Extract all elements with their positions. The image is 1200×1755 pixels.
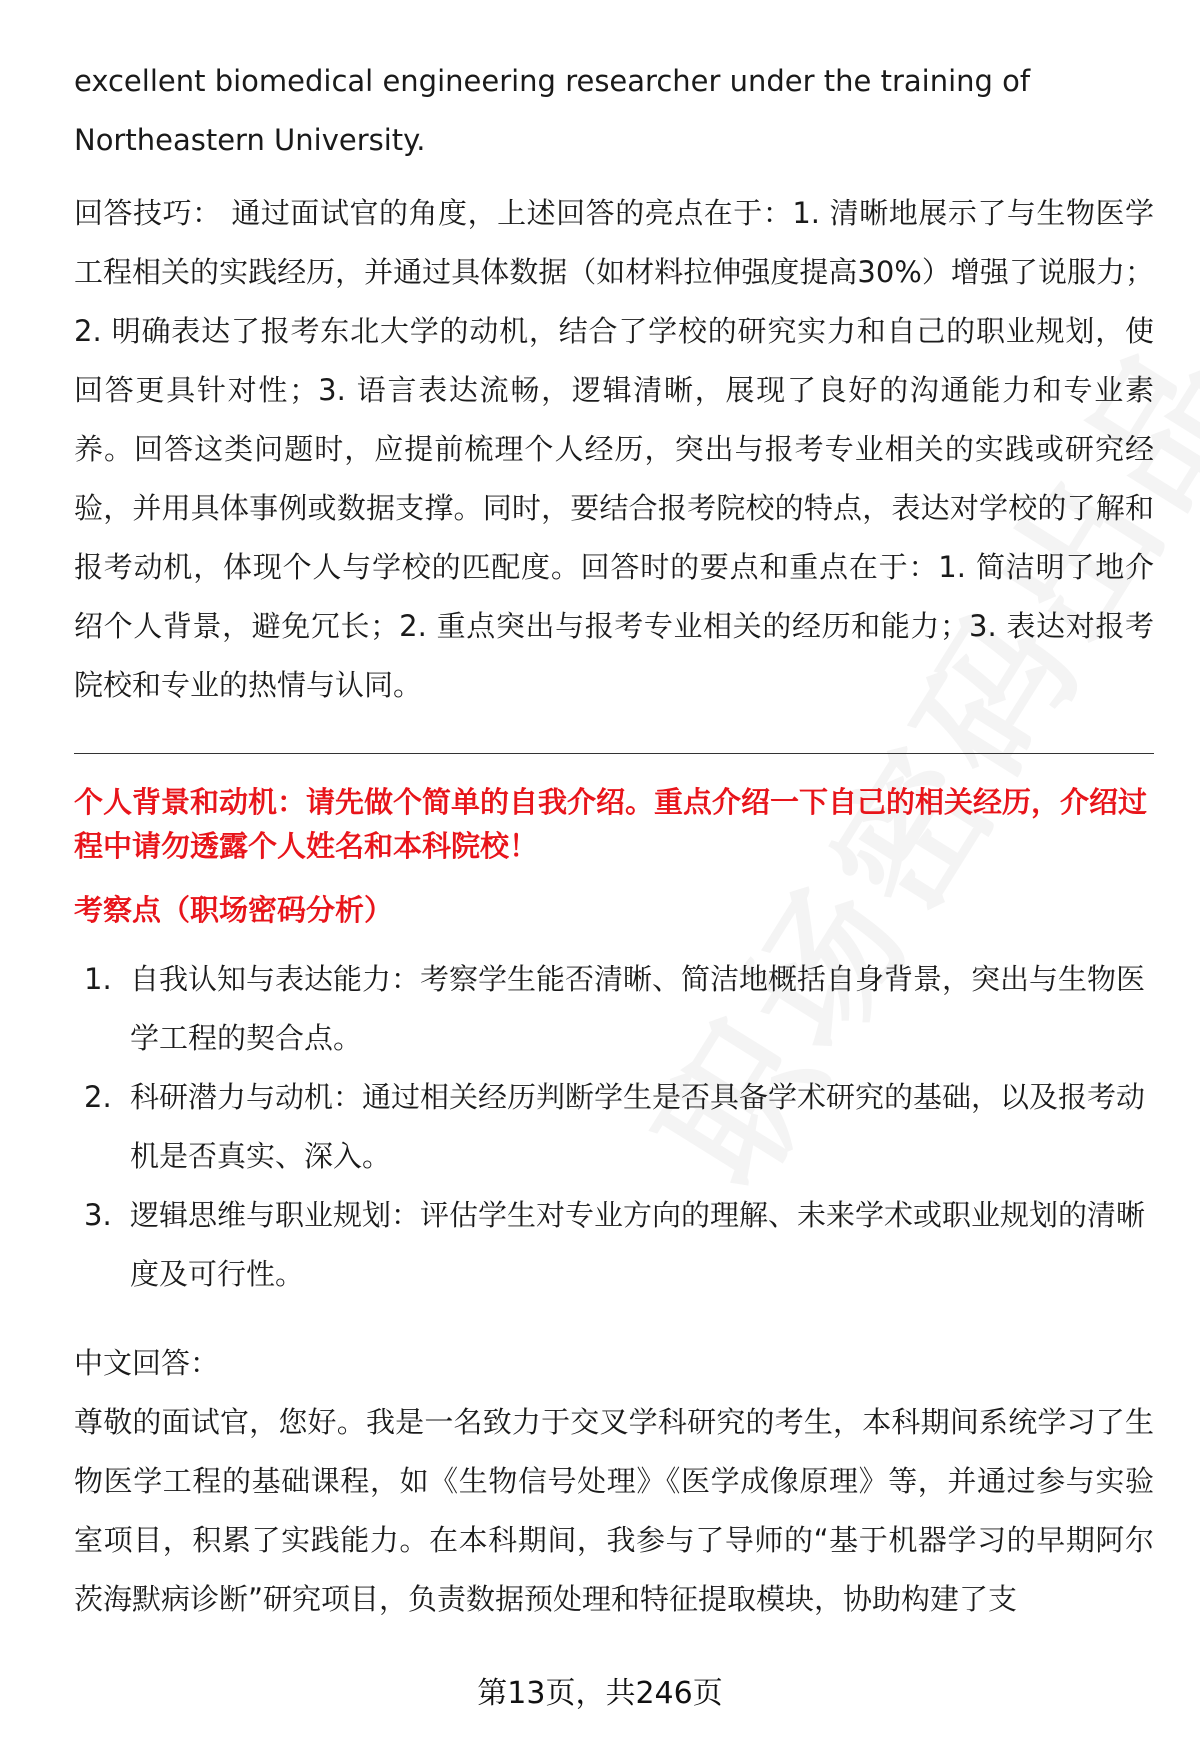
page-number: 第13页，共246页 — [477, 1676, 723, 1711]
english-answer-line-1: excellent biomedical engineering researcher under the training of — [74, 64, 1031, 98]
section-divider — [74, 753, 1154, 754]
question-title: 个人背景和动机：请先做个简单的自我介绍。重点介绍一下自己的相关经历，介绍过程中请勿透露个人姓名和本科院校！ — [74, 785, 1148, 863]
chinese-answer-paragraph: 尊敬的面试官，您好。我是一名致力于交叉学科研究的考生，本科期间系统学习了生物医学工程的基础课程，如《生物信号处理》《医学成像原理》等，并通过参与实验室项目，积累了实践能力。在本科期间，我参与了导师的“基于机器学习的早期阿尔茨海默病诊断”研究项目，负责数据预处理和特征提取模块，协助构建了支 — [74, 1405, 1154, 1616]
list-item-number: 3. — [84, 1198, 112, 1232]
list-item — [74, 1068, 1154, 1186]
list-item-number: 1. — [84, 962, 112, 996]
list-item-text: 自我认知与表达能力：考察学生能否清晰、简洁地概括自身背景，突出与生物医学工程的契合点。 — [130, 962, 1146, 1055]
list-item-text: 科研潜力与动机：通过相关经历判断学生是否具备学术研究的基础，以及报考动机是否真实、深入。 — [130, 1080, 1146, 1173]
list-item-text: 逻辑思维与职业规划：评估学生对专业方向的理解、未来学术或职业规划的清晰度及可行性。 — [130, 1198, 1146, 1291]
list-item — [74, 950, 1154, 1068]
chinese-answer-label: 中文回答： — [74, 1346, 220, 1380]
answer-tips-paragraph: 回答技巧： 通过面试官的角度，上述回答的亮点在于：1. 清晰地展示了与生物医学工程相关的实践经历，并通过具体数据（如材料拉伸强度提高30%）增强了说服力；2. 明确表达了报考东北大学的动机，结合了学校的研究实力和自己的职业规划，使回答更具针对性；3. 语言表达流畅，逻辑清晰，展现了良好的沟通能力和专业素养。回答这类问题时，应提前梳理个人经历，突出与报考专业相关的实践或研究经验，并用具体事例或数据支撑。同时，要结合报考院校的特点，表达对学校的了解和报考动机，体现个人与学校的匹配度。回答时的要点和重点在于：1. 简洁明了地介绍个人背景，避免冗长；2. 重点突出与报考专业相关的经历和能力；3. 表达对报考院校和专业的热情与认同。 — [74, 196, 1154, 702]
english-answer-line-2: Northeastern University. — [74, 123, 426, 157]
assessment-points-list — [74, 950, 1154, 1304]
page-content — [74, 52, 1154, 1629]
assessment-points-heading: 考察点（职场密码分析） — [74, 893, 394, 927]
list-item — [74, 1186, 1154, 1304]
list-item-number: 2. — [84, 1080, 112, 1114]
